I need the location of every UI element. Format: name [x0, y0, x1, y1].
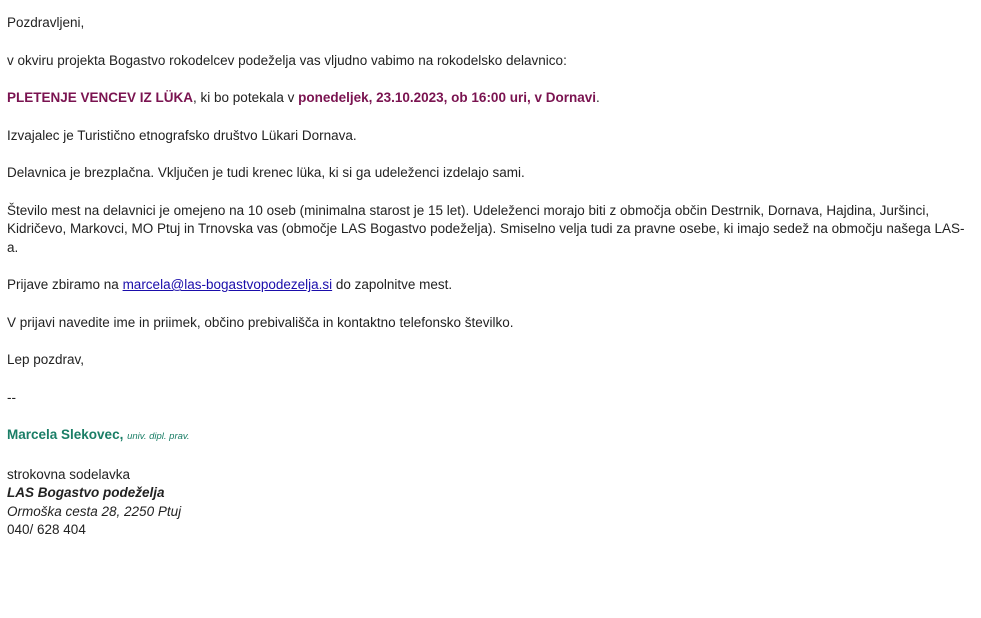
signature-block [7, 466, 972, 540]
invite-line: v okviru projekta Bogastvo rokodelcev podeželja vas vljudno vabimo na rokodelsko delavnico: [7, 52, 567, 68]
closing: Lep pozdrav, [7, 352, 85, 367]
signature-phone: 040/ 628 404 [7, 522, 86, 537]
event-end: . [595, 90, 600, 105]
free-line: Delavnica je brezplačna. Vključen je tudi krenec lüka, ki si ga udeleženci izdelajo sami. [7, 165, 525, 180]
email-body [7, 14, 972, 540]
signature-role: strokovna sodelavka [7, 466, 131, 482]
signature-address: Ormoška cesta 28, 2250 Ptuj [7, 503, 182, 519]
registration-after: do zapolnitve mest. [332, 277, 453, 292]
signature-degree: univ. dipl. prav. [127, 431, 190, 442]
signature-name: Marcela Slekovec, [7, 427, 124, 442]
event-line [7, 89, 972, 108]
instructions-line: V prijavi navedite ime in priimek, občino prebivališča in kontaktno telefonsko številko. [7, 314, 514, 330]
signature-organization: LAS Bogastvo podeželja [7, 485, 165, 500]
registration-email-link[interactable]: marcela@las-bogastvopodezelja.si [122, 277, 333, 292]
limit-line: Število mest na delavnici je omejeno na 10 oseb (minimalna starost je 15 let). Udeleženci morajo biti z območja občin Destrnik, Dornava, Hajdina, Juršinci, Kidričevo, Markovci, MO Ptuj in Trnovska vas (območje LAS Bogastvo podeželja). Smiselno velja tudi za pravne osebe, ki imajo sedež na območju našega LAS-a. [7, 202, 965, 255]
event-title: PLETENJE VENCEV IZ LÜKA [7, 90, 194, 105]
signature-name-line [7, 426, 972, 447]
performer-line: Izvajalec je Turistično etnografsko društvo Lükari Dornava. [7, 127, 357, 143]
event-when: ponedeljek, 23.10.2023, ob 16:00 uri, v Dornavi [298, 90, 596, 105]
event-connector: , ki bo potekala v [193, 90, 299, 105]
registration-before: Prijave zbiramo na [7, 277, 123, 292]
signature-separator: -- [7, 389, 16, 405]
registration-line [7, 276, 972, 295]
greeting: Pozdravljeni, [7, 15, 85, 30]
